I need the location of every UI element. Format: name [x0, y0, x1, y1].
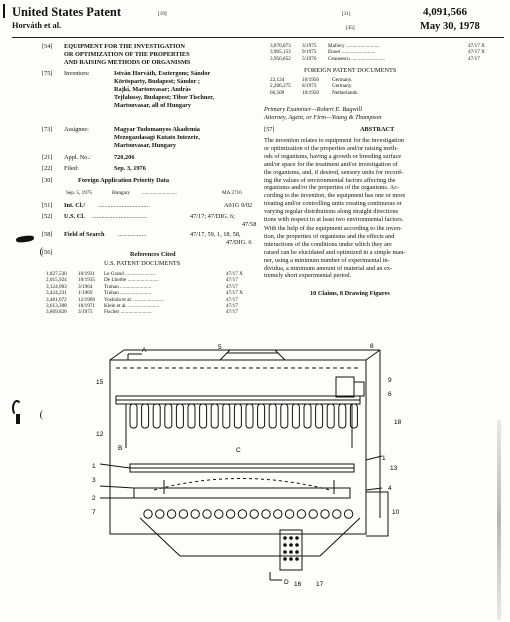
us-doc-cell: Le Grand ........................ — [104, 271, 157, 277]
abstract-line: cording to the invention, the equipment has one or more — [264, 192, 406, 200]
cabinet-back-edge — [110, 350, 124, 360]
circle-element — [333, 510, 341, 518]
lamp-tube — [339, 404, 346, 428]
circle-element — [321, 510, 329, 518]
lower-tray — [134, 488, 350, 498]
foreign-doc-cell: 22,124 — [270, 77, 285, 83]
control-dot — [290, 544, 293, 547]
primary-examiner: Primary Examiner—Robert E. Bagwill — [264, 106, 362, 113]
title-ref: [19] — [158, 11, 167, 17]
us-doc-cont-row — [270, 56, 504, 62]
abstract-line: With the help of the equipment according to the inven- — [264, 224, 403, 232]
appl-number: 720,206 — [114, 154, 135, 161]
label-7: 7 — [92, 509, 96, 516]
us-doc-cont-cell: 47/17 X — [468, 49, 485, 56]
label-9: 9 — [388, 377, 392, 384]
side-block-6 — [354, 382, 364, 396]
foreign-priority-dots: ........................... — [142, 190, 178, 196]
patent-number-ref: [11] — [342, 11, 351, 17]
us-doc-cell: 47/17 X — [226, 271, 243, 277]
field-label: Field of Search — [64, 231, 105, 238]
us-doc-cell: 47/17 — [226, 283, 238, 290]
lamp-tube — [188, 404, 195, 428]
abstract-line: tion, the properties of organisms and the effects and — [264, 232, 395, 240]
label-1a: 1 — [382, 455, 386, 462]
label-13: 13 — [390, 465, 398, 472]
attorney: Attorney, Agent, or Firm—Young & Thompson — [264, 114, 382, 121]
abstract-line: and/or space for the treatment and/or investigation of — [264, 160, 398, 168]
filed-ref: [22] — [42, 165, 53, 172]
abstract-line: organisms and/or the properties of the organisms. Ac- — [264, 184, 400, 192]
patent-number: 4,091,566 — [423, 6, 467, 18]
foreign-doc-cell: Germany. — [332, 83, 353, 90]
margin-mark-1 — [16, 235, 35, 243]
uscl-ref: [52] — [42, 213, 53, 220]
us-doc-cont-cell: Enoer .......................... — [328, 49, 376, 56]
foreign-docs-heading: FOREIGN PATENT DOCUMENTS — [304, 67, 397, 74]
control-dot — [284, 537, 287, 540]
circle-row — [144, 510, 353, 518]
foreign-priority-date: Sep. 5, 1975 — [66, 190, 92, 196]
lamp-tube — [234, 404, 241, 428]
control-dot — [296, 537, 299, 540]
label-12: 12 — [96, 431, 104, 438]
us-doc-cell: 47/17 — [226, 277, 238, 284]
us-doc-cell: 3,124,903 — [46, 283, 67, 290]
field-ref: [58] — [42, 231, 53, 238]
label-10: 10 — [392, 509, 400, 516]
us-doc-cont-cell: 3,870,873 — [270, 43, 291, 49]
lamp-tube — [153, 404, 160, 428]
circle-element — [262, 510, 270, 518]
foreign-doc-cell: Germany. — [332, 77, 353, 83]
us-docs-heading: U.S. PATENT DOCUMENTS — [104, 260, 181, 267]
label-B: B — [118, 445, 123, 452]
control-dot — [284, 544, 287, 547]
us-doc-cell: De Lhorbe ........................ — [104, 277, 159, 284]
us-doc-cell: 47/17 — [226, 296, 238, 303]
lamp-tube — [246, 404, 253, 428]
right-edge-mark — [497, 420, 501, 620]
header — [0, 0, 510, 40]
lamp-tube — [304, 404, 311, 428]
circle-element — [215, 510, 223, 518]
us-doc-cell: 1,827,530 — [46, 271, 67, 277]
inventors-list: István Horváth, Esztergom; Sándor Körösparty, Budapest; Sándor ; Rajki, Martonvasar; András Tejfalussy, Budapest; Tibor Tischner, Martonvasar, all of Hungary — [114, 70, 214, 109]
foreign-priority-number: MA 2716 — [222, 190, 242, 196]
abstract-line: ods of organisms, having a growth or breeding surface — [264, 152, 402, 160]
us-doc-cell: 3,869,826 — [46, 309, 67, 316]
us-doc-cell: 47/17 X — [226, 290, 243, 297]
label-18: 18 — [394, 419, 402, 426]
abstract-line: The invention relates to equipment for the investigation — [264, 137, 405, 144]
lamp-tube — [130, 404, 137, 428]
abstract-ref: [57] — [264, 126, 275, 133]
us-doc-cell: Klein et al. ........................ — [104, 303, 160, 310]
abstract-line: ing the values of environmental factors affecting the — [264, 176, 396, 184]
field-value2: 47/DIG. 6 — [226, 239, 252, 246]
base-right-slope — [320, 518, 360, 556]
foreign-doc-cell: 10/1950 — [302, 89, 320, 96]
us-doc-cell: 3/1975 — [78, 309, 93, 316]
control-dots — [284, 537, 299, 561]
abstract-line: the organisms, and, if desired, sensory units for record- — [264, 168, 403, 176]
lamp-tube — [316, 404, 323, 428]
lamp-tube — [211, 404, 218, 428]
us-doc-cell: Truhan ........................ — [104, 283, 152, 290]
uscl-value2: 47/58 — [242, 221, 257, 228]
us-doc-cell: 47/17 — [226, 309, 238, 316]
us-doc-cont-cell: Mallory .......................... — [328, 43, 380, 49]
abstract-line: varying regular distributions along straight directions — [264, 208, 399, 216]
label-D: D — [284, 579, 289, 586]
foreign-doc-cell: 2,206,275 — [270, 83, 291, 90]
intcl-label: Int. Cl.² — [64, 202, 85, 209]
label-1b: 1 — [92, 463, 96, 470]
filed-date: Sep. 3, 1976 — [114, 165, 146, 172]
appl-label: Appl. No.: — [64, 154, 91, 161]
control-dot — [296, 544, 299, 547]
cabinet-top-edge — [366, 350, 380, 360]
us-doc-cell: 3/1964 — [78, 283, 93, 290]
us-docs-list — [46, 271, 260, 316]
leader-2 — [100, 486, 134, 488]
foreign-priority-country: Hungary — [112, 190, 131, 196]
foreign-doc-cell: 66,509 — [270, 89, 285, 96]
circle-element — [226, 510, 234, 518]
us-doc-cell: 3,613,308 — [46, 303, 67, 310]
lamp-tube — [176, 404, 183, 428]
circle-element — [285, 510, 293, 518]
date-ref: [45] — [346, 25, 355, 31]
control-dot — [284, 558, 287, 561]
inventor-short: Horváth et al. — [12, 21, 62, 30]
intcl-value: A01G 9/02 — [224, 202, 253, 209]
circle-element — [297, 510, 305, 518]
label-2: 2 — [92, 495, 96, 502]
foreign-ref: [30] — [42, 177, 53, 184]
control-dot — [290, 558, 293, 561]
circle-element — [274, 510, 282, 518]
label-6: 6 — [388, 391, 392, 398]
label-17: 17 — [316, 581, 324, 588]
lamp-tube — [327, 404, 334, 428]
us-docs-cont-list — [270, 43, 504, 62]
circle-element — [167, 510, 175, 518]
lamp-tube — [200, 404, 207, 428]
us-doc-cont-cell: Ceausescu .......................... — [328, 55, 385, 62]
uscl-label: U.S. Cl. — [64, 213, 85, 220]
foreign-doc-row — [270, 90, 504, 96]
us-doc-cell: 1/1969 — [78, 290, 93, 297]
circle-element — [250, 510, 258, 518]
side-block-9 — [336, 377, 354, 397]
lamp-tube — [350, 404, 357, 428]
patent-drawing — [70, 342, 430, 592]
lamp-tube — [292, 404, 299, 428]
inventors-label: Inventors: — [64, 70, 90, 77]
circle-element — [203, 510, 211, 518]
foreign-doc-cell: 8/1973 — [302, 83, 317, 90]
circle-element — [156, 510, 164, 518]
invention-title: EQUIPMENT FOR THE INVESTIGATION OR OPTIMIZATION OF THE PROPERTIES AND RAISING METHODS OF ORGANISMS — [64, 43, 191, 66]
intcl-dots: ................................. — [98, 202, 150, 209]
us-doc-cont-cell: 5/1976 — [302, 55, 317, 62]
us-doc-cell: 12/1969 — [78, 296, 96, 303]
patent-office-title: United States Patent — [12, 5, 122, 19]
header-bracket — [3, 4, 5, 18]
margin-mark-5 — [40, 410, 47, 420]
control-dot — [296, 551, 299, 554]
us-doc-cont-cell: 9/1975 — [302, 49, 317, 56]
us-doc-cont-cell: 47/17 — [468, 55, 480, 62]
label-3: 3 — [92, 477, 96, 484]
refs-heading: References Cited — [130, 251, 176, 258]
header-rule — [12, 37, 504, 38]
intcl-ref: [51] — [42, 202, 53, 209]
abstract-line: tions with respect to at least two environmental factors. — [264, 216, 404, 224]
us-doc-cell: Truhan ........................ — [104, 290, 152, 297]
abstract-line: interactions of the conditions under which they are — [264, 240, 392, 248]
label-C: C — [236, 447, 241, 454]
us-doc-cell: Fischer ........................ — [104, 309, 152, 316]
circle-element — [144, 510, 152, 518]
circle-element — [238, 510, 246, 518]
refs-ref: [56] — [42, 249, 53, 256]
label-15: 15 — [96, 379, 104, 386]
abstract-heading: ABSTRACT — [360, 126, 395, 133]
us-doc-cell: 47/17 — [226, 303, 238, 310]
abstract-line: tremely short experimental period. — [264, 272, 352, 280]
us-doc-cell: Yoshida et al. ........................ — [104, 296, 165, 303]
margin-mark-4 — [40, 247, 47, 257]
uscl-value: 47/17; 47/DIG. 6; — [190, 213, 235, 220]
assignee-name: Magyar Tudomanyos Akademia Mezogazdasagi Kutato Intezete, Martonvasar, Hungary — [114, 126, 200, 149]
us-doc-cont-cell: 3,956,852 — [270, 55, 291, 62]
control-box — [280, 530, 302, 570]
label-8: 8 — [370, 343, 374, 350]
lamp-tube — [223, 404, 230, 428]
us-doc-cell: 2,015,924 — [46, 277, 67, 284]
inventors-ref: [75] — [42, 70, 53, 77]
uscl-dots: ................................... — [92, 213, 148, 220]
lamp-tube — [165, 404, 172, 428]
abstract-line: or optimization of the properties and/or raising meth- — [264, 144, 399, 152]
control-dot — [290, 551, 293, 554]
title-ref: [54] — [42, 43, 53, 50]
base-left-slope — [140, 518, 180, 556]
abstract-line: treating and/or controlling units creating continuous or — [264, 200, 402, 208]
assignee-ref: [73] — [42, 126, 53, 133]
lamp-tube — [258, 404, 265, 428]
abstract-body — [264, 137, 504, 280]
label-5: 5 — [218, 344, 222, 351]
assignee-label: Assignee: — [64, 126, 89, 133]
circle-element — [309, 510, 317, 518]
circle-element — [179, 510, 187, 518]
margin-mark-3 — [16, 414, 20, 424]
right-frame — [366, 492, 388, 536]
us-doc-cell: 10/1971 — [78, 303, 96, 310]
label-16: 16 — [294, 581, 302, 588]
lamp-tube — [281, 404, 288, 428]
control-dot — [296, 558, 299, 561]
issue-date: May 30, 1978 — [420, 21, 480, 32]
abstract-line: dividua, a minimum amount of material and an ex- — [264, 264, 393, 272]
us-doc-cont-cell: 3,905,153 — [270, 49, 291, 56]
us-doc-cell: 10/1935 — [78, 277, 96, 284]
circle-element — [191, 510, 199, 518]
lamp-tube — [142, 404, 149, 428]
us-doc-cell: 3,424,231 — [46, 290, 67, 297]
control-dot — [284, 551, 287, 554]
label-4: 4 — [388, 485, 392, 492]
appl-ref: [21] — [42, 154, 53, 161]
us-doc-cont-cell: 47/17 X — [468, 43, 485, 49]
us-doc-cell: 3,481,072 — [46, 296, 67, 303]
top-vent — [220, 350, 285, 360]
foreign-priority-heading: Foreign Application Priority Data — [78, 177, 170, 184]
us-doc-row — [46, 309, 260, 315]
label-A: A — [142, 347, 147, 354]
leader-1 — [100, 464, 130, 468]
foreign-docs-list — [270, 77, 504, 96]
claims-summary: 10 Claims, 8 Drawing Figures — [310, 290, 390, 297]
field-dots: .................. — [118, 231, 147, 238]
circle-element — [344, 510, 352, 518]
control-dot — [290, 537, 293, 540]
us-doc-cont-cell: 3/1975 — [302, 43, 317, 49]
us-doc-cell: 10/1931 — [78, 271, 96, 277]
filed-label: Filed: — [64, 165, 79, 172]
lamp-tube — [269, 404, 276, 428]
field-value: 47/17, 59, 1, 18, 58, — [190, 231, 241, 238]
foreign-doc-cell: Netherlands. — [332, 89, 359, 96]
lamp-array — [130, 404, 357, 428]
foreign-doc-cell: 10/1956 — [302, 77, 320, 83]
abstract-line: ner, using a minimum number of experimental in- — [264, 256, 390, 264]
abstract-line: raised can be elucidated and optimized in a simple man- — [264, 248, 406, 256]
